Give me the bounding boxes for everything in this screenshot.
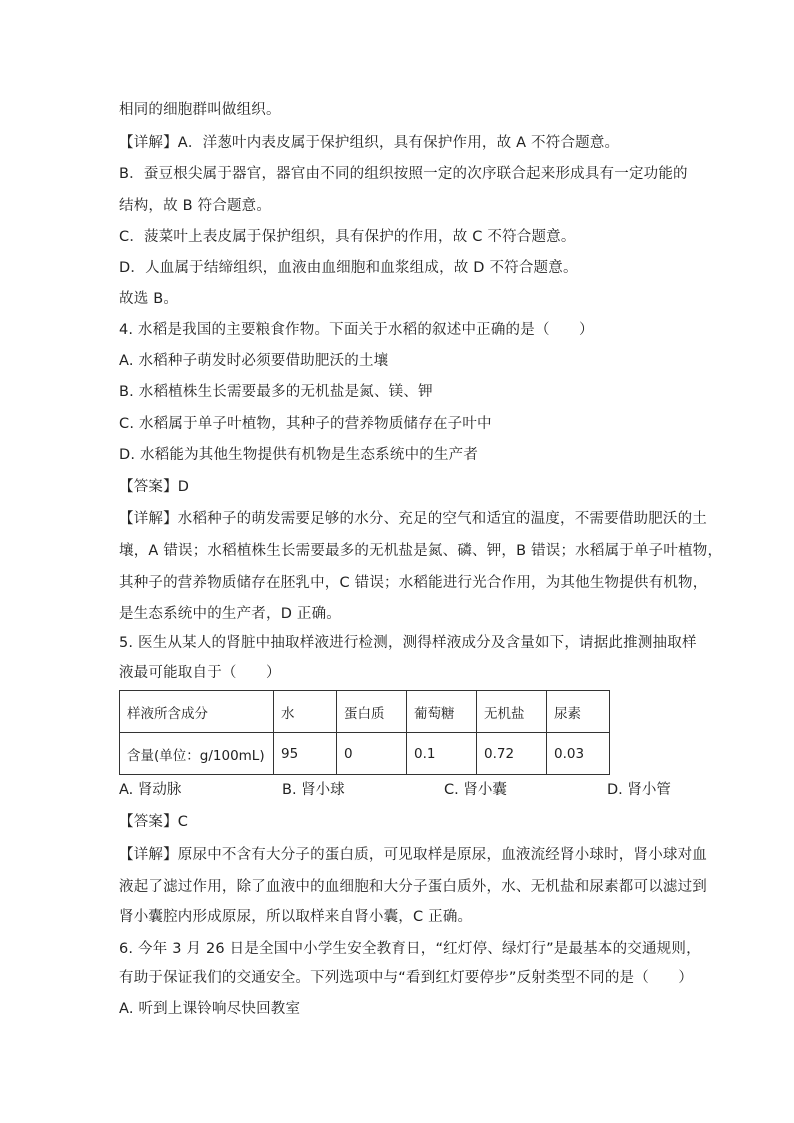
question-4: 4. 水稻是我国的主要粮食作物。下面关于水稻的叙述中正确的是（ ）	[119, 322, 594, 338]
text-line: B．蚕豆根尖属于器官，器官由不同的组织按照一定的次序联合起来形成具有一定功能的	[119, 166, 688, 182]
composition-table	[119, 690, 610, 775]
option-b: B. 肾小球	[282, 782, 345, 798]
table-row	[120, 733, 610, 775]
text-line: 液最可能取自于（ ）	[119, 665, 281, 681]
answer-label: 【答案】C	[119, 814, 189, 830]
table-cell: 95	[274, 733, 337, 775]
option-b: B. 水稻植株生长需要最多的无机盐是氮、镁、钾	[119, 384, 433, 400]
question-6: 6. 今年 3 月 26 日是全国中小学生安全教育日，“红灯停、绿灯行”是最基本的交通规则，	[119, 941, 701, 957]
text-line: 结构，故 B 符合题意。	[119, 198, 272, 214]
text-line: 【详解】原尿中不含有大分子的蛋白质，可见取样是原尿，血液流经肾小球时，肾小球对血	[119, 847, 707, 863]
table-cell: 无机盐	[477, 691, 547, 733]
option-a: A. 水稻种子萌发时必须要借助肥沃的土壤	[119, 353, 389, 369]
option-c: C. 肾小囊	[444, 782, 507, 798]
table-cell: 水	[274, 691, 337, 733]
text-line: 其种子的营养物质储存在胚乳中，C 错误；水稻能进行光合作用，为其他生物提供有机物，	[119, 575, 708, 591]
text-line: 故选 B。	[119, 291, 179, 307]
table-cell: 葡萄糖	[407, 691, 477, 733]
option-d: D. 肾小管	[607, 782, 671, 798]
option-d: D. 水稻能为其他生物提供有机物是生态系统中的生产者	[119, 447, 479, 463]
question-5-options	[0, 780, 794, 800]
text-line: 肾小囊腔内形成原尿，所以取样来自肾小囊，C 正确。	[119, 909, 473, 925]
answer-label: 【答案】D	[119, 479, 190, 495]
question-5: 5. 医生从某人的肾脏中抽取样液进行检测，测得样液成分及含量如下，请据此推测抽取样	[119, 635, 697, 651]
table-cell: 尿素	[547, 691, 610, 733]
table-cell: 0.72	[477, 733, 547, 775]
text-line: 有助于保证我们的交通安全。下列选项中与“看到红灯要停步”反射类型不同的是（ ）	[119, 970, 694, 986]
option-c: C. 水稻属于单子叶植物，其种子的营养物质储存在子叶中	[119, 416, 492, 432]
table-cell: 0.03	[547, 733, 610, 775]
text-line: 【详解】水稻种子的萌发需要足够的水分、充足的空气和适宜的温度，不需要借助肥沃的土	[119, 511, 707, 527]
text-line: 【详解】A．洋葱叶内表皮属于保护组织，具有保护作用，故 A 不符合题意。	[119, 135, 620, 151]
option-a: A. 听到上课铃响尽快回教室	[119, 1001, 301, 1017]
text-line: D．人血属于结缔组织，血液由血细胞和血浆组成，故 D 不符合题意。	[119, 260, 578, 276]
table-cell: 含量(单位：g/100mL)	[120, 733, 274, 775]
option-a: A. 肾动脉	[119, 782, 182, 798]
table-cell: 蛋白质	[337, 691, 407, 733]
text-line: C．菠菜叶上表皮属于保护组织，具有保护的作用，故 C 不符合题意。	[119, 229, 576, 245]
table-cell: 0	[337, 733, 407, 775]
table-cell: 0.1	[407, 733, 477, 775]
text-line: 相同的细胞群叫做组织。	[119, 102, 281, 118]
table-header-row	[120, 691, 610, 733]
table-cell: 样液所含成分	[120, 691, 274, 733]
text-line: 是生态系统中的生产者，D 正确。	[119, 606, 341, 622]
text-line: 壤，A 错误；水稻植株生长需要最多的无机盐是氮、磷、钾，B 错误；水稻属于单子叶植物，	[119, 543, 723, 559]
text-line: 液起了滤过作用，除了血液中的血细胞和大分子蛋白质外，水、无机盐和尿素都可以滤过到	[119, 879, 707, 895]
